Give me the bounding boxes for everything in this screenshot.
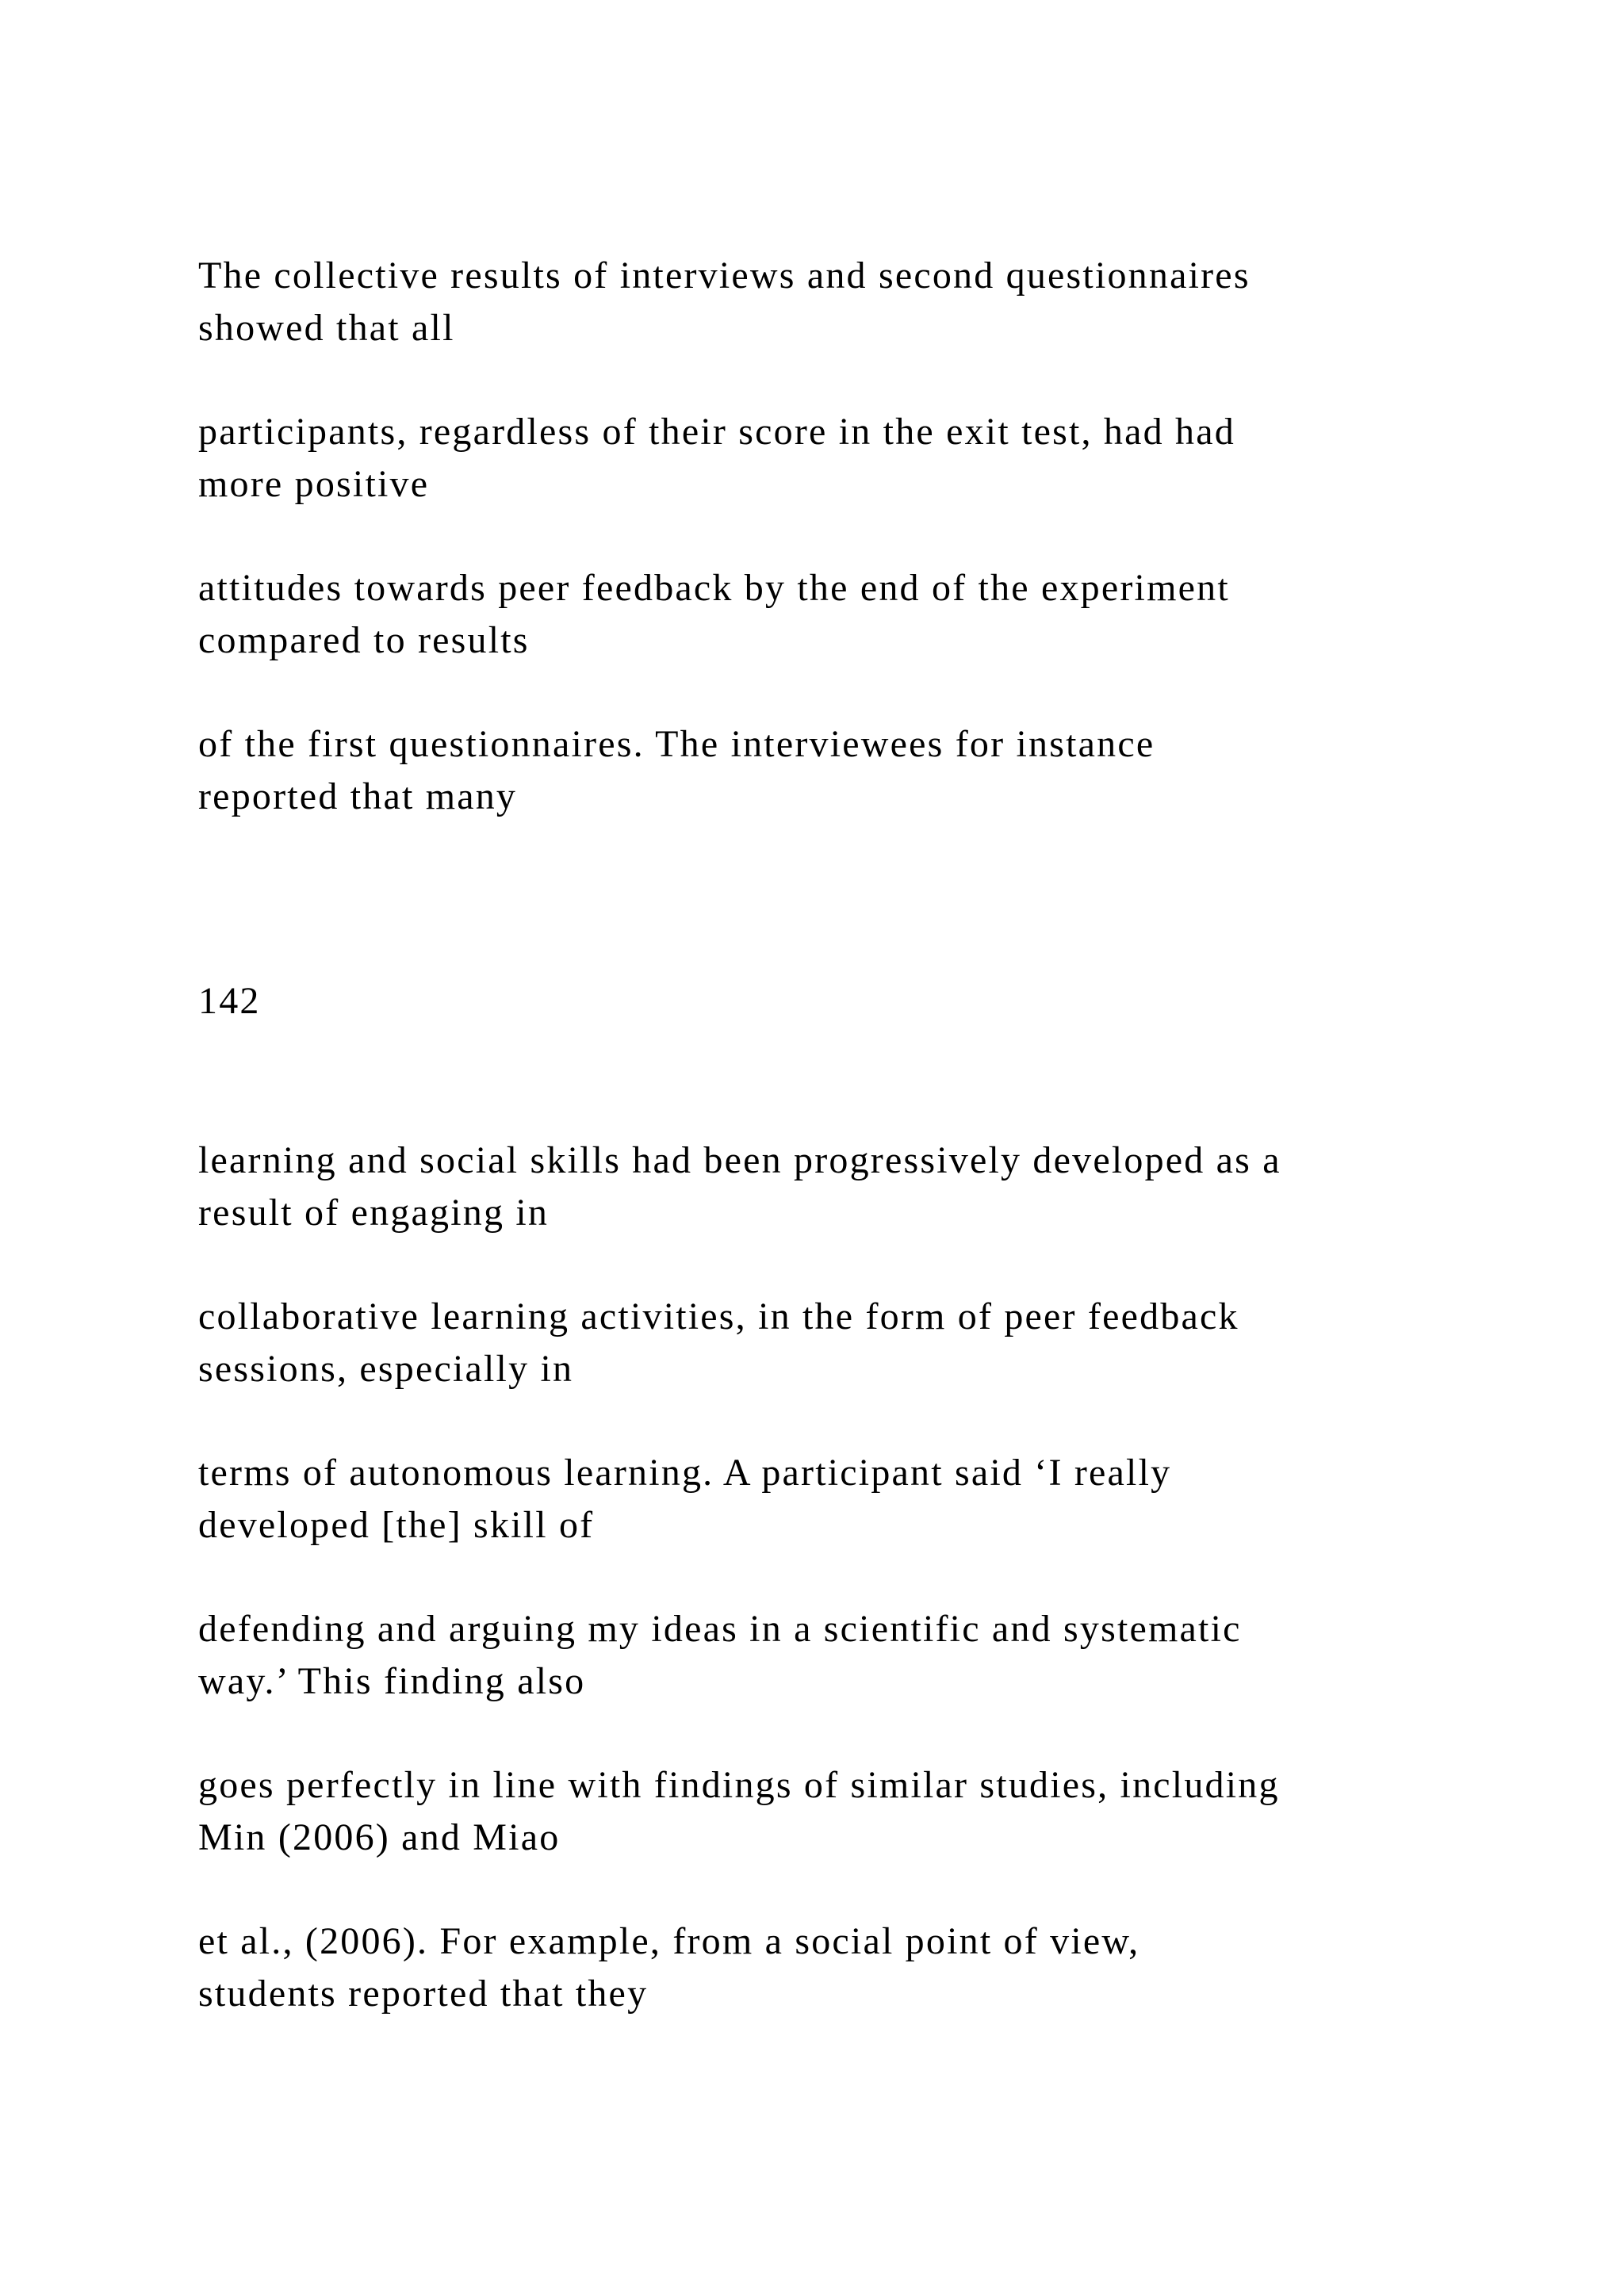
text-line: more positive — [198, 463, 430, 505]
paragraph — [198, 406, 1546, 511]
text-line: sessions, especially in — [198, 1348, 574, 1390]
text-line: attitudes towards peer feedback by the end of the experiment — [198, 567, 1230, 609]
text-line: developed [the] skill of — [198, 1504, 595, 1546]
text-line: showed that all — [198, 307, 455, 349]
page-number: 142 — [198, 980, 261, 1022]
text-line: Min (2006) and Miao — [198, 1816, 561, 1858]
text-line: terms of autonomous learning. A participant said ‘I really — [198, 1452, 1172, 1494]
paragraph — [198, 250, 1546, 354]
paragraph — [198, 1759, 1546, 1864]
paragraph — [198, 1135, 1546, 1239]
text-line: collaborative learning activities, in the form of peer feedback — [198, 1295, 1239, 1337]
paragraph — [198, 562, 1546, 667]
paragraph — [198, 1291, 1546, 1395]
text-line: reported that many — [198, 775, 518, 817]
paragraph — [198, 1447, 1546, 1552]
text-line: way.’ This finding also — [198, 1660, 586, 1702]
text-line: learning and social skills had been progressively developed as a — [198, 1139, 1281, 1181]
text-line: goes perfectly in line with findings of similar studies, including — [198, 1764, 1280, 1806]
text-line: defending and arguing my ideas in a scientific and systematic — [198, 1608, 1242, 1650]
text-line: of the first questionnaires. The interviewees for instance — [198, 723, 1155, 765]
text-line: et al., (2006). For example, from a social point of view, — [198, 1920, 1140, 1962]
text-line: students reported that they — [198, 1973, 649, 2015]
paragraph — [198, 1603, 1546, 1708]
text-line: compared to results — [198, 619, 530, 661]
paragraph — [198, 1915, 1546, 2020]
text-line: The collective results of interviews and second questionnaires — [198, 254, 1251, 297]
paragraph — [198, 718, 1546, 823]
text-line: participants, regardless of their score in the exit test, had had — [198, 411, 1235, 453]
text-line: result of engaging in — [198, 1192, 550, 1234]
